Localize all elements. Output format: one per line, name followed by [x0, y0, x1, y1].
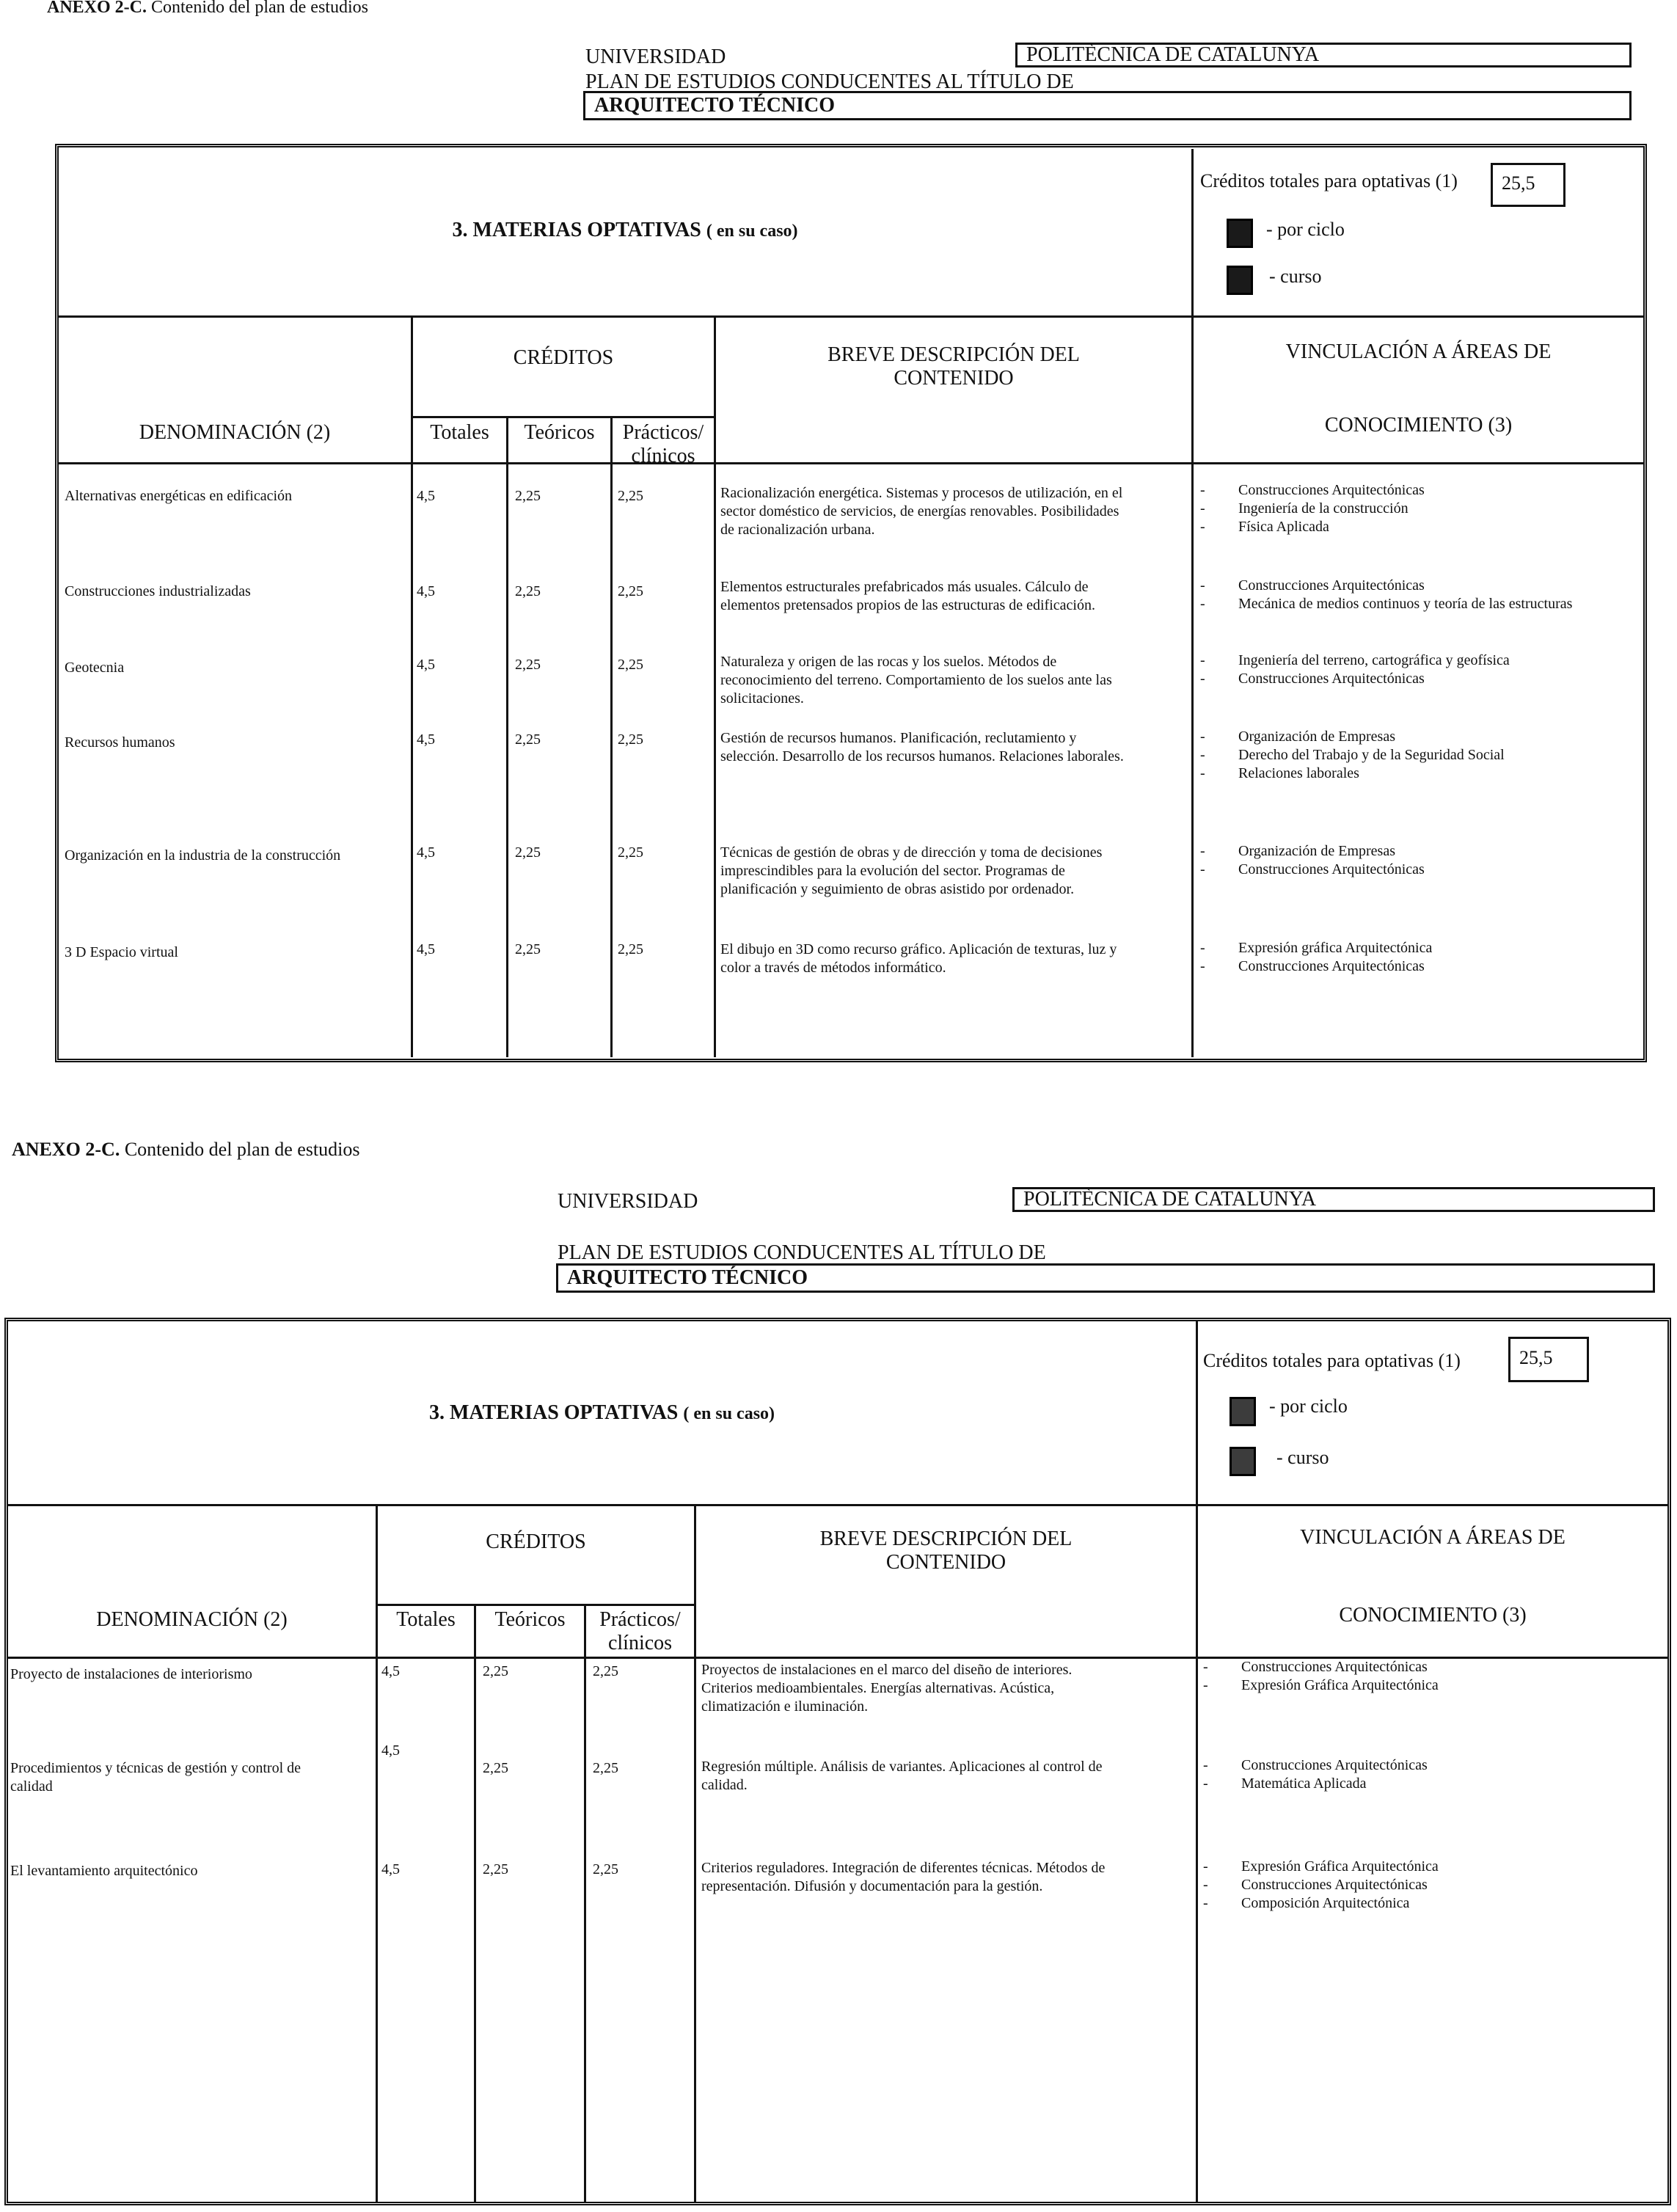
row-teoricos: 2,25	[483, 1861, 508, 1877]
curso-label: - curso	[1276, 1447, 1329, 1468]
row-descripcion: Elementos estructurales prefabricados más usuales. Cálculo de elementos pretensados propios de las estructuras de edificación.	[720, 579, 1095, 613]
row-teoricos: 2,25	[515, 844, 541, 861]
row-practicos: 2,25	[593, 1760, 618, 1776]
header-descripcion: BREVE DESCRIPCIÓN DEL CONTENIDO	[827, 343, 1080, 390]
curso-checkbox	[1230, 1447, 1256, 1476]
row-denominacion: Recursos humanos	[65, 734, 175, 751]
credits-total-label: Créditos totales para optativas (1)	[1200, 170, 1458, 191]
row-areas: - Expresión Gráfica Arquitectónica - Construcciones Arquitectónicas - Composición Arquitectónica	[1203, 1858, 1439, 1911]
row-descripcion: Técnicas de gestión de obras y de dirección y toma de decisiones imprescindibles para la evolución del sector. Programas de planificación y seguimiento de obras asistido por ordenador.	[720, 844, 1103, 897]
curso-label: - curso	[1269, 266, 1322, 287]
degree-box: ARQUITECTO TÉCNICO	[583, 91, 1632, 120]
row-practicos: 2,25	[618, 583, 643, 599]
por-ciclo-label: - por ciclo	[1266, 219, 1345, 240]
university-label: UNIVERSIDAD	[558, 1190, 698, 1213]
header-totales: Totales	[396, 1608, 456, 1631]
header-practicos: Prácticos/ clínicos	[599, 1608, 681, 1654]
row-teoricos: 2,25	[483, 1760, 508, 1776]
degree-box: ARQUITECTO TÉCNICO	[556, 1263, 1655, 1293]
row-practicos: 2,25	[618, 731, 643, 748]
plan-label: PLAN DE ESTUDIOS CONDUCENTES AL TÍTULO DE	[585, 70, 1074, 93]
row-descripcion: Regresión múltiple. Análisis de variantes. Aplicaciones al control de calidad.	[701, 1759, 1103, 1793]
header-teoricos: Teóricos	[494, 1608, 566, 1631]
header-vinculacion-2: CONOCIMIENTO (3)	[1339, 1604, 1527, 1627]
row-practicos: 2,25	[618, 844, 643, 861]
header-creditos: CRÉDITOS	[486, 1530, 586, 1553]
por-ciclo-checkbox	[1230, 1397, 1256, 1426]
por-ciclo-checkbox	[1227, 219, 1253, 248]
annex-heading: ANEXO 2-C. Contenido del plan de estudios	[12, 1139, 360, 1160]
row-descripcion: El dibujo en 3D como recurso gráfico. Aplicación de texturas, luz y color a través de métodos informático.	[720, 941, 1117, 976]
row-descripcion: Proyectos de instalaciones en el marco del diseño de interiores. Criterios medioambientales. Energías alternativas. Acústica, climatización e iluminación.	[701, 1662, 1073, 1715]
row-areas: - Ingeniería del terreno, cartográfica y geofísica - Construcciones Arquitectónicas	[1200, 652, 1510, 687]
curso-checkbox	[1227, 266, 1253, 295]
credits-total-label: Créditos totales para optativas (1)	[1203, 1350, 1461, 1371]
row-denominacion: El levantamiento arquitectónico	[10, 1863, 198, 1879]
row-descripcion: Criterios reguladores. Integración de diferentes técnicas. Métodos de representación. Difusión y documentación para la gestión.	[701, 1860, 1106, 1894]
row-practicos: 2,25	[618, 488, 643, 504]
row-areas: - Construcciones Arquitectónicas - Matemática Aplicada	[1203, 1757, 1428, 1792]
row-areas: - Expresión gráfica Arquitectónica - Construcciones Arquitectónicas	[1200, 940, 1433, 974]
row-teoricos: 2,25	[515, 488, 541, 504]
row-practicos: 2,25	[593, 1861, 618, 1877]
row-teoricos: 2,25	[515, 583, 541, 599]
row-areas: - Construcciones Arquitectónicas - Mecánica de medios continuos y teoría de las estructuras	[1200, 577, 1573, 612]
row-denominacion: Geotecnia	[65, 660, 125, 676]
row-totales: 4,5	[417, 941, 435, 957]
row-totales: 4,5	[417, 657, 435, 673]
row-denominacion: 3 D Espacio virtual	[65, 944, 178, 960]
row-teoricos: 2,25	[515, 731, 541, 748]
row-areas: - Construcciones Arquitectónicas - Expresión Gráfica Arquitectónica	[1203, 1659, 1439, 1693]
por-ciclo-label: - por ciclo	[1269, 1395, 1348, 1417]
plan-label: PLAN DE ESTUDIOS CONDUCENTES AL TÍTULO DE	[558, 1241, 1046, 1264]
row-denominacion: Proyecto de instalaciones de interiorismo	[10, 1666, 252, 1682]
row-totales: 4,5	[381, 1663, 400, 1679]
row-totales: 4,5	[417, 844, 435, 861]
materias-title: 3. MATERIAS OPTATIVAS ( en su caso)	[452, 219, 798, 241]
row-totales: 4,5	[417, 488, 435, 504]
annex-heading: ANEXO 2-C. Contenido del plan de estudios	[47, 0, 368, 17]
row-descripcion: Racionalización energética. Sistemas y procesos de utilización, en el sector doméstico de servicios, de energías renovables. Posibilidades de racionalización urbana.	[720, 485, 1123, 538]
row-areas: - Organización de Empresas - Construcciones Arquitectónicas	[1200, 843, 1425, 877]
row-teoricos: 2,25	[483, 1663, 508, 1679]
header-descripcion: BREVE DESCRIPCIÓN DEL CONTENIDO	[819, 1527, 1073, 1574]
row-denominacion: Procedimientos y técnicas de gestión y control de calidad	[10, 1760, 302, 1795]
row-practicos: 2,25	[593, 1663, 618, 1679]
row-denominacion: Construcciones industrializadas	[65, 583, 251, 599]
header-vinculacion-1: VINCULACIÓN A ÁREAS DE	[1285, 340, 1552, 363]
header-teoricos: Teóricos	[524, 421, 595, 444]
row-descripcion: Gestión de recursos humanos. Planificación, reclutamiento y selección. Desarrollo de los recursos humanos. Relaciones laborales.	[720, 730, 1124, 764]
row-denominacion: Alternativas energéticas en edificación	[65, 488, 293, 504]
row-practicos: 2,25	[618, 941, 643, 957]
header-denominacion: DENOMINACIÓN (2)	[96, 1608, 288, 1631]
header-vinculacion-1: VINCULACIÓN A ÁREAS DE	[1300, 1526, 1565, 1549]
row-practicos: 2,25	[618, 657, 643, 673]
row-areas: - Organización de Empresas - Derecho del Trabajo y de la Seguridad Social - Relaciones laborales	[1200, 729, 1505, 781]
row-descripcion: Naturaleza y origen de las rocas y los suelos. Métodos de reconocimiento del terreno. Comportamiento de los suelos ante las solicitaciones.	[720, 654, 1112, 707]
header-practicos: Prácticos/ clínicos	[622, 421, 704, 467]
university-name-box: POLITÈCNICA DE CATALUNYA	[1015, 43, 1632, 67]
header-totales: Totales	[430, 421, 489, 444]
row-totales: 4,5	[417, 583, 435, 599]
row-totales: 4,5	[417, 731, 435, 748]
row-areas: - Construcciones Arquitectónicas - Ingeniería de la construcción - Física Aplicada	[1200, 482, 1425, 535]
row-totales: 4,5	[381, 1861, 400, 1877]
row-teoricos: 2,25	[515, 657, 541, 673]
row-totales: 4,5	[381, 1742, 400, 1759]
row-denominacion: Organización en la industria de la construcción	[65, 847, 341, 864]
row-teoricos: 2,25	[515, 941, 541, 957]
header-creditos: CRÉDITOS	[513, 346, 614, 369]
university-name-box: POLITÈCNICA DE CATALUNYA	[1012, 1187, 1655, 1212]
header-vinculacion-2: CONOCIMIENTO (3)	[1324, 414, 1513, 437]
materias-title: 3. MATERIAS OPTATIVAS ( en su caso)	[428, 1401, 775, 1424]
university-label: UNIVERSIDAD	[585, 45, 726, 68]
header-denominacion: DENOMINACIÓN (2)	[139, 421, 331, 444]
credits-total-box: 25,5	[1491, 163, 1565, 207]
credits-total-box: 25,5	[1508, 1337, 1589, 1382]
